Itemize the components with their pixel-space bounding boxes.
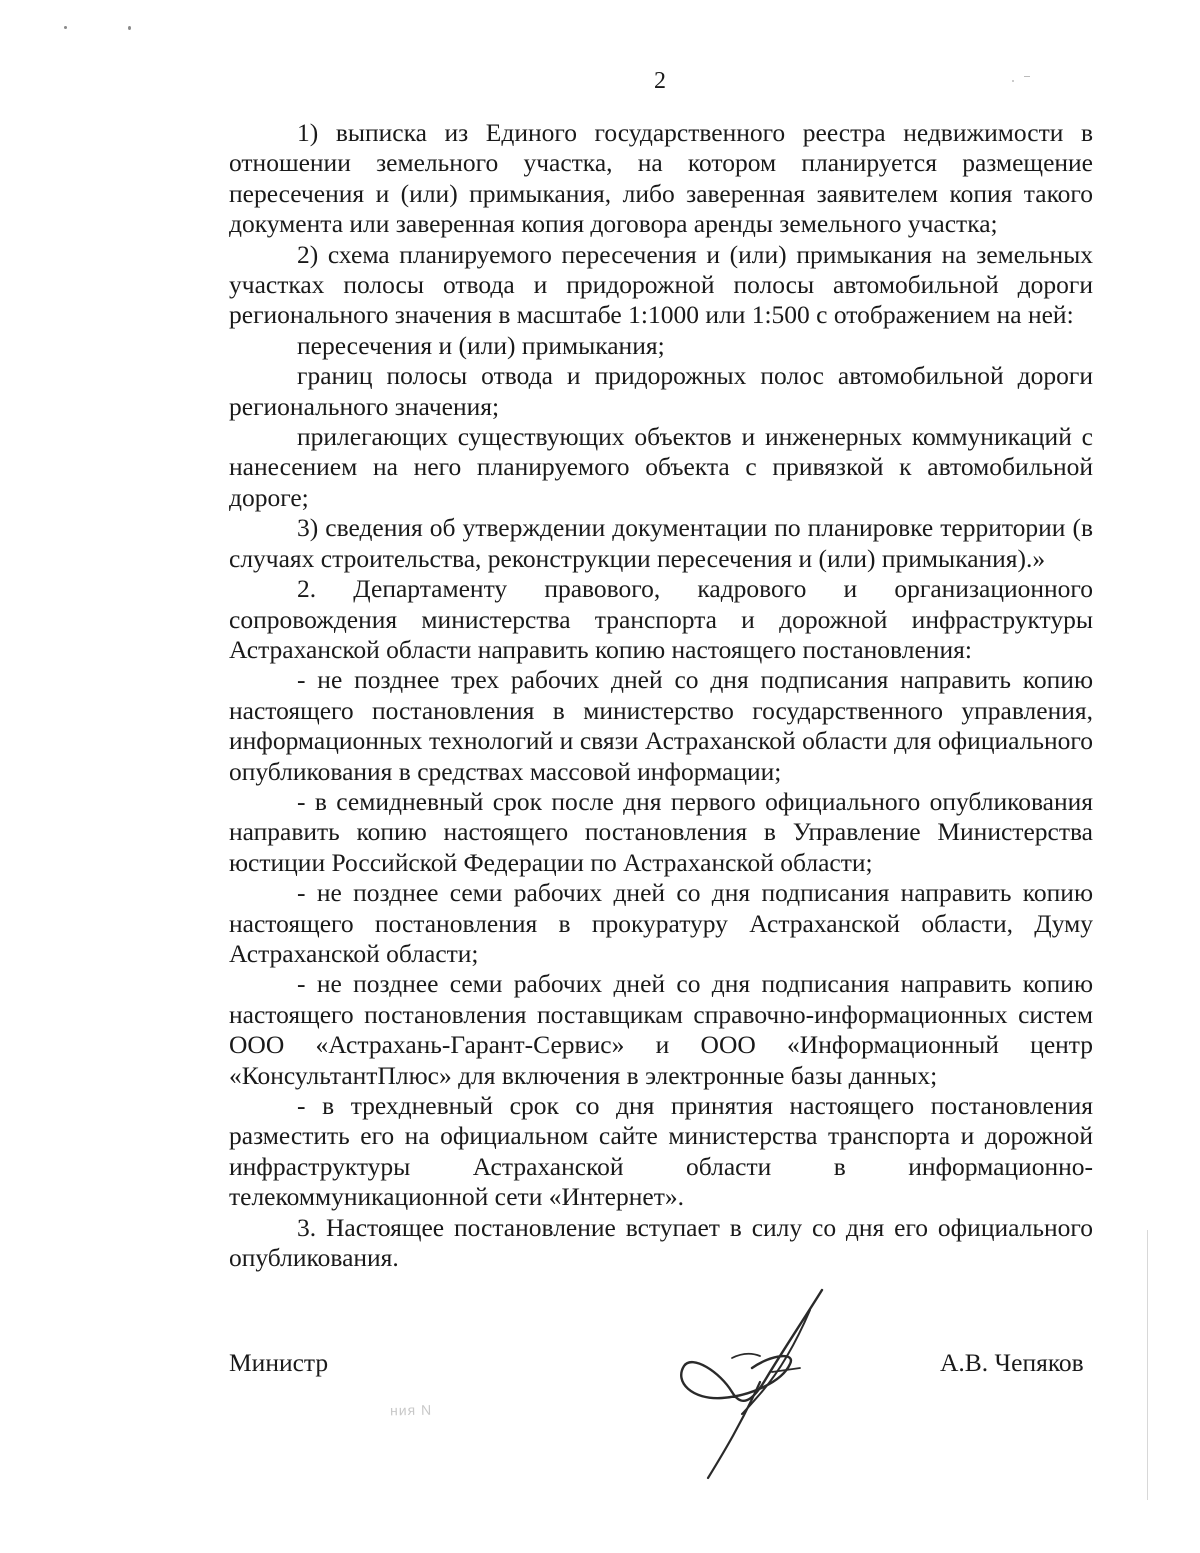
paragraph: прилегающих существующих объектов и инженерных коммуникаций с нанесением на него планируемого объекта с привязкой к автомобильной дороге; (229, 422, 1093, 512)
paragraph: - не позднее семи рабочих дней со дня подписания направить копию настоящего постановления в прокуратуру Астраханской области, Думу Астраханской области; (229, 878, 1093, 968)
signatory-name: А.В. Чепяков (940, 1348, 1084, 1377)
paragraph: - в семидневный срок после дня первого официального опубликования направить копию настоящего постановления в Управление Министерства юстиции Российской Федерации по Астраханской области; (229, 786, 1093, 877)
paragraph: - не позднее трех рабочих дней со дня подписания направить копию настоящего постановления в министерство государственного управления, информационных технологий и связи Астраханской области для официального опубликования в средствах массовой информации; (229, 665, 1093, 786)
faint-stamp-text: ния N (389, 1401, 433, 1419)
paragraph: 1) выписка из Единого государственного реестра недвижимости в отношении земельного участка, на котором планируется размещение пересечения и (или) примыкания, либо заверенная заявителем копия такого документа или заверенная копия договора аренды земельного участка; (229, 118, 1093, 239)
paragraph: границ полосы отвода и придорожных полос автомобильной дороги регионального значения; (229, 361, 1093, 421)
page-number: 2 (654, 68, 666, 94)
scan-speck (128, 26, 131, 30)
handwritten-signature (672, 1282, 842, 1482)
document-body (229, 118, 1093, 1273)
paragraph: 2. Департаменту правового, кадрового и организационного сопровождения министерства транспорта и дорожной инфраструктуры Астраханской области направить копию настоящего постановления: (229, 574, 1093, 664)
paragraph: 2) схема планируемого пересечения и (или) примыкания на земельных участках полосы отвода и придорожной полосы автомобильной дороги регионального значения в масштабе 1:1000 или 1:500 с отображением на ней: (229, 239, 1093, 330)
scan-speck (64, 26, 67, 29)
paragraph: пересечения и (или) примыкания; (297, 330, 665, 360)
paragraph: - не позднее семи рабочих дней со дня подписания направить копию настоящего постановления поставщикам справочно-информационных систем ООО «Астрахань-Гарант-Сервис» и ООО «Информационный центр «КонсультантПлюс» для включения в электронные базы данных; (229, 969, 1093, 1090)
signatory-title: Министр (229, 1348, 329, 1377)
paragraph: - в трехдневный срок со дня принятия настоящего постановления разместить его на официальном сайте министерства транспорта и дорожной инфраструктуры Астраханской области в информационно-телекоммуникационной сети «Интернет». (229, 1091, 1093, 1212)
paragraph: 3. Настоящее постановление вступает в силу со дня его официального опубликования. (229, 1212, 1093, 1273)
paragraph: 3) сведения об утверждении документации по планировке территории (в случаях строительства, реконструкции пересечения и (или) примыкания).» (229, 513, 1093, 573)
scan-edge-line (1147, 1230, 1148, 1500)
